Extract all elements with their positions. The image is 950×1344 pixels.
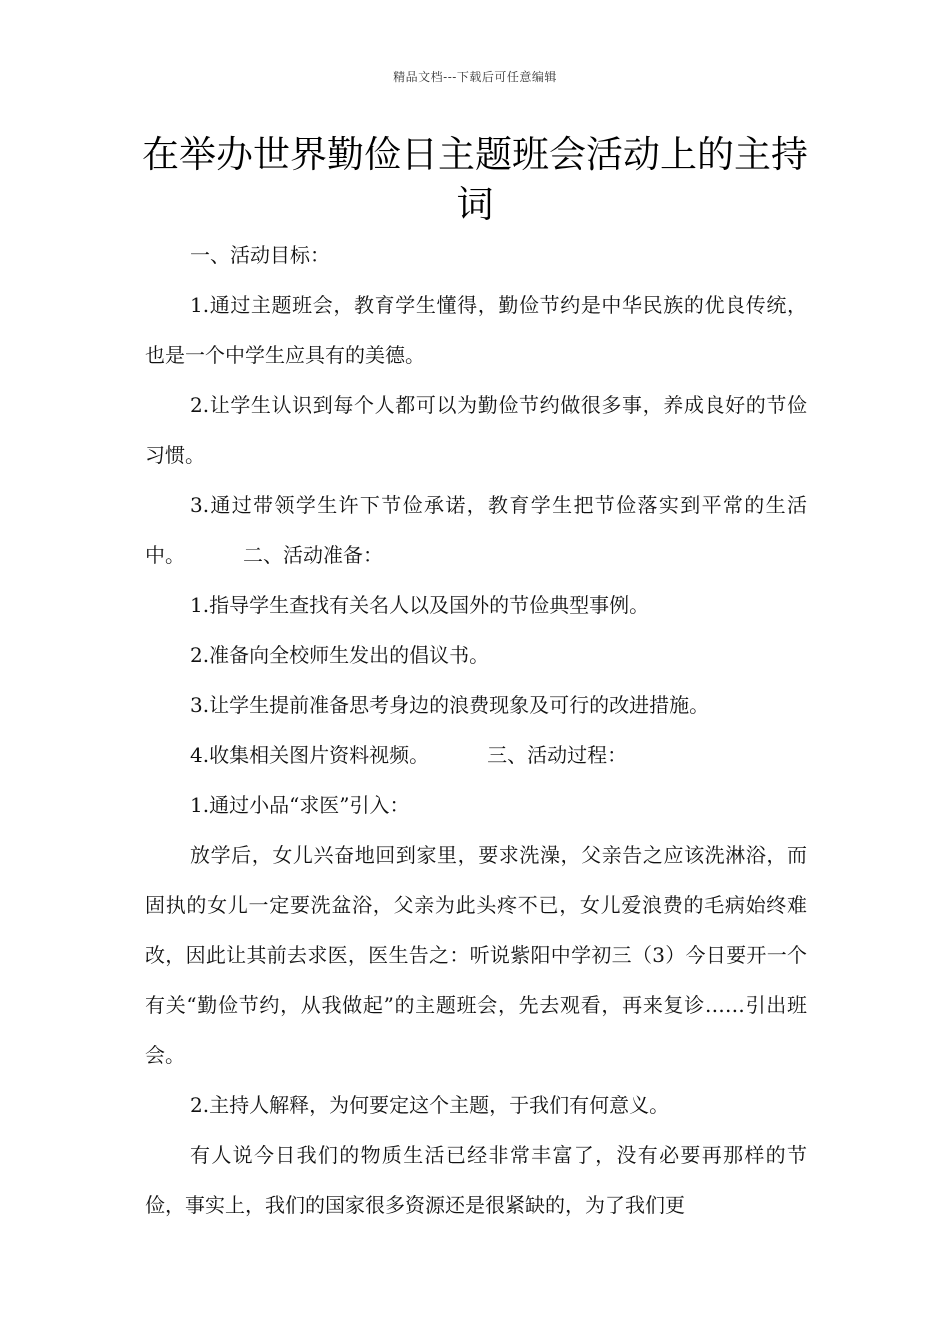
paragraph-segment: 二、活动准备：: [243, 543, 383, 567]
paragraph: 一、活动目标：: [190, 243, 330, 267]
paragraph: 1.通过小品“求医”引入：: [190, 793, 410, 817]
paragraph: 2.准备向全校师生发出的倡议书。: [190, 643, 490, 667]
paragraph-segment: 三、活动过程：: [487, 743, 628, 767]
paragraph-segment: 3.通过带领学生许下节俭承诺，教育学生把节俭落实到平常的生活中。: [145, 493, 807, 567]
paragraph: [145, 730, 807, 780]
paragraph: 1.通过主题班会，教育学生懂得，勤俭节约是中华民族的优良传统，也是一个中学生应具有的美德。: [145, 293, 807, 367]
paragraph: 有人说今日我们的物质生活已经非常丰富了，没有必要再那样的节俭，事实上，我们的国家很多资源还是很紧缺的，为了我们更: [145, 1143, 807, 1217]
header-note: 精品文档---下载后可任意编辑: [393, 70, 557, 84]
paragraph: 2.主持人解释，为何要定这个主题，于我们有何意义。: [190, 1093, 670, 1117]
paragraph: 1.指导学生查找有关名人以及国外的节俭典型事例。: [190, 593, 650, 617]
paragraph-segment: 4.收集相关图片资料视频。: [190, 743, 430, 767]
paragraph: [145, 480, 807, 580]
paragraph: 放学后，女儿兴奋地回到家里，要求洗澡，父亲告之应该洗淋浴，而固执的女儿一定要洗盆浴，父亲为此头疼不已，女儿爱浪费的毛病始终难改，因此让其前去求医，医生告之：听说紫阳中学初三（3）今日要开一个有关“勤俭节约，从我做起”的主题班会，先去观看，再来复诊……引出班会。: [145, 843, 807, 1067]
document-body: [145, 230, 807, 1230]
document-title: 在举办世界勤俭日主题班会活动上的主持词: [142, 133, 808, 226]
paragraph: 3.让学生提前准备思考身边的浪费现象及可行的改进措施。: [190, 693, 710, 717]
paragraph: 2.让学生认识到每个人都可以为勤俭节约做很多事，养成良好的节俭习惯。: [145, 393, 807, 467]
